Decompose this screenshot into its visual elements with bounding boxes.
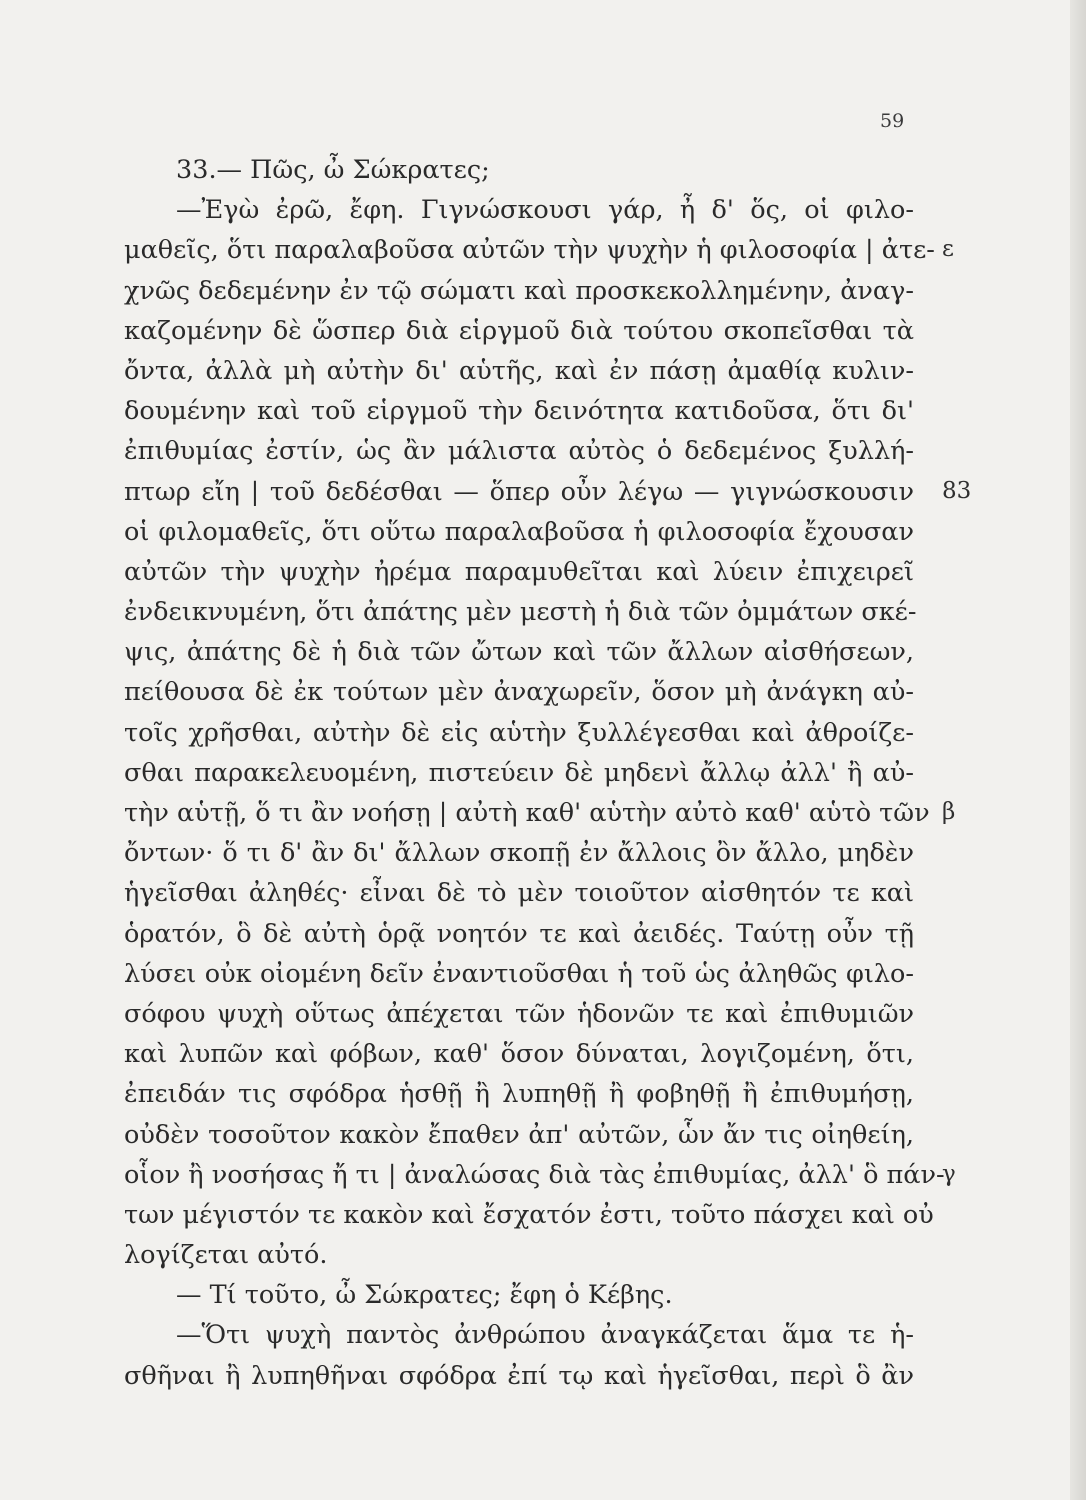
text-line: πείθουσα δὲ ἐκ τούτων μὲν ἀναχωρεῖν, ὅσον μὴ ἀνάγκη αὐ- (124, 677, 914, 708)
text-line: —Ὅτι ψυχὴ παντὸς ἀνθρώπου ἀναγκάζεται ἅμα τε ἡ- (176, 1320, 914, 1351)
text-line: λύσει οὐκ οἰομένη δεῖν ἐναντιοῦσθαι ἡ τοῦ ὡς ἀληθῶς φιλο- (124, 958, 914, 989)
page-number: 59 (880, 110, 905, 132)
page-edge (1070, 0, 1086, 1500)
text-line: καὶ λυπῶν καὶ φόβων, καθ' ὅσον δύναται, λογιζομένη, ὅτι, (124, 1039, 914, 1070)
body-text (124, 150, 945, 1396)
text-line: των μέγιστόν τε κακὸν καὶ ἔσχατόν ἐστι, τοῦτο πάσχει καὶ οὐ (124, 1199, 934, 1230)
text-line: δουμένην καὶ τοῦ εἱργμοῦ τὴν δεινότητα κατιδοῦσα, ὅτι δι' (124, 396, 914, 427)
text-line: ψις, ἀπάτης δὲ ἡ διὰ τῶν ὤτων καὶ τῶν ἄλλων αἰσθήσεων, (124, 637, 914, 668)
text-line: ἐπειδάν τις σφόδρα ἡσθῇ ἢ λυπηθῇ ἢ φοβηθῇ ἢ ἐπιθυμήσῃ, (124, 1079, 914, 1110)
text-line: ὁρατόν, ὃ δὲ αὐτὴ ὁρᾷ νοητόν τε καὶ ἀειδές. Ταύτῃ οὖν τῇ (124, 918, 914, 949)
text-line: ἐνδεικνυμένη, ὅτι ἀπάτης μὲν μεστὴ ἡ διὰ τῶν ὀμμάτων σκέ- (124, 597, 917, 628)
text-line: αὐτῶν τὴν ψυχὴν ἠρέμα παραμυθεῖται καὶ λύειν ἐπιχειρεῖ (124, 556, 914, 587)
text-line: οἱ φιλομαθεῖς, ὅτι οὕτω παραλαβοῦσα ἡ φιλοσοφία ἔχουσαν (124, 516, 914, 547)
text-line: σθαι παρακελευομένη, πιστεύειν δὲ μηδενὶ ἄλλῳ ἀλλ' ἢ αὐ- (124, 757, 914, 788)
text-line: σόφου ψυχὴ οὕτως ἀπέχεται τῶν ἡδονῶν τε καὶ ἐπιθυμιῶν (124, 998, 914, 1029)
text-line: ὄντα, ἀλλὰ μὴ αὐτὴν δι' αὑτῆς, καὶ ἐν πάσῃ ἀμαθίᾳ κυλιν- (124, 355, 914, 386)
text-line: λογίζεται αὐτό. (124, 1240, 328, 1271)
margin-line-reference: 83 (942, 477, 972, 504)
text-line: καζομένην δὲ ὥσπερ διὰ εἱργμοῦ διὰ τούτου σκοπεῖσθαι τὰ (124, 315, 914, 346)
text-line: πτωρ εἴη | τοῦ δεδέσθαι — ὅπερ οὖν λέγω — γιγνώσκουσιν (124, 476, 914, 507)
text-line: ἡγεῖσθαι ἀληθές· εἶναι δὲ τὸ μὲν τοιοῦτον αἰσθητόν τε καὶ (124, 878, 914, 909)
text-line: —Ἐγὼ ἐρῶ, ἔφη. Γιγνώσκουσι γάρ, ἦ δ' ὅς, οἱ φιλο- (176, 195, 914, 226)
margin-line-reference: β (942, 799, 956, 826)
text-line: ἐπιθυμίας ἐστίν, ὡς ἂν μάλιστα αὐτὸς ὁ δεδεμένος ξυλλή- (124, 436, 914, 467)
text-line: χνῶς δεδεμένην ἐν τῷ σώματι καὶ προσκεκολλημένην, ἀναγ- (124, 275, 914, 306)
margin-line-reference: ε (942, 236, 954, 263)
text-line: ὄντων· ὅ τι δ' ἂν δι' ἄλλων σκοπῇ ἐν ἄλλοις ὂν ἄλλο, μηδὲν (124, 838, 914, 869)
text-line: 33.— Πῶς, ὦ Σώκρατες; (176, 155, 490, 185)
margin-line-reference: γ (942, 1161, 956, 1187)
text-line: τὴν αὑτῇ, ὅ τι ἂν νοήσῃ | αὐτὴ καθ' αὑτὴν αὐτὸ καθ' αὑτὸ τῶν (124, 798, 930, 828)
text-line: οὐδὲν τοσοῦτον κακὸν ἔπαθεν ἀπ' αὐτῶν, ὧν ἄν τις οἰηθείη, (124, 1119, 914, 1150)
text-line: οἷον ἢ νοσήσας ἤ τι | ἀναλώσας διὰ τὰς ἐπιθυμίας, ἀλλ' ὃ πάν- (124, 1159, 945, 1190)
text-line: μαθεῖς, ὅτι παραλαβοῦσα αὐτῶν τὴν ψυχὴν ἡ φιλοσοφία | ἀτε- (124, 235, 935, 266)
text-line: — Τί τοῦτο, ὦ Σώκρατες; ἔφη ὁ Κέβης. (176, 1280, 673, 1311)
text-line: τοῖς χρῆσθαι, αὐτὴν δὲ εἰς αὑτὴν ξυλλέγεσθαι καὶ ἀθροίζε- (124, 717, 914, 748)
text-line: σθῆναι ἢ λυπηθῆναι σφόδρα ἐπί τῳ καὶ ἡγεῖσθαι, περὶ ὃ ἂν (124, 1360, 914, 1391)
